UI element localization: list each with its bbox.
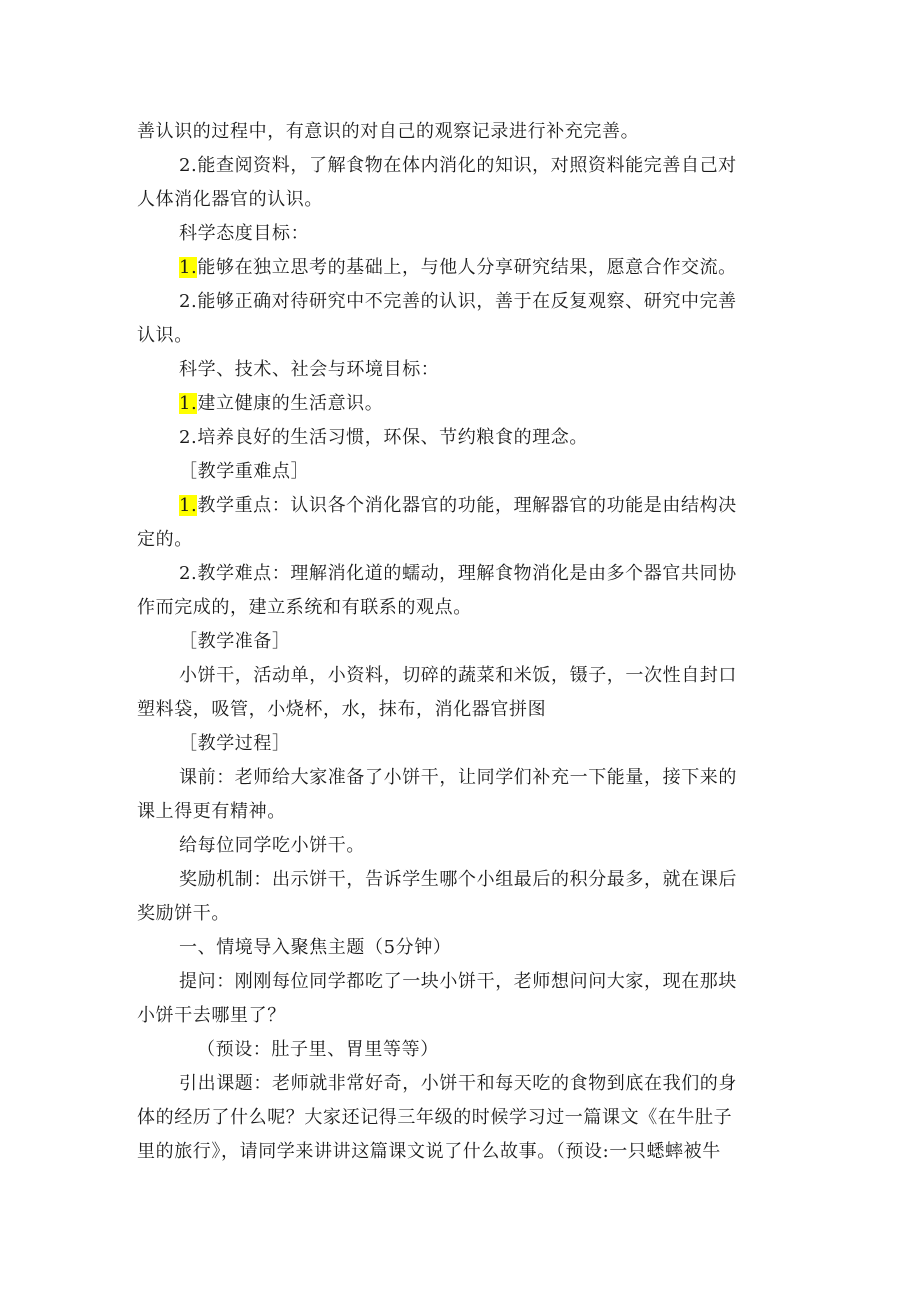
line-text: 2.教学难点：理解消化道的蠕动，理解食物消化是由多个器官共同协 xyxy=(179,563,737,584)
line-text: 小饼干，活动单，小资料，切碎的蔬菜和米饭，镊子，一次性自封口 xyxy=(179,665,737,686)
text-line xyxy=(137,1101,787,1135)
highlighted-number: 1. xyxy=(179,257,198,278)
line-text: 科学、技术、社会与环境目标： xyxy=(179,359,440,380)
section-heading xyxy=(137,217,787,251)
line-text: 引出课题：老师就非常好奇，小饼干和每天吃的食物到底在我们的身 xyxy=(179,1073,737,1094)
text-line xyxy=(137,1067,787,1101)
text-line xyxy=(137,183,787,217)
text-line xyxy=(137,897,787,931)
text-line xyxy=(137,829,787,863)
text-line xyxy=(137,523,787,557)
line-text: 善认识的过程中，有意识的对自己的观察记录进行补充完善。 xyxy=(137,121,640,142)
highlighted-number: 1. xyxy=(179,495,198,516)
line-text: ［教学重难点］ xyxy=(179,461,310,482)
line-text: 2.能查阅资料，了解食物在体内消化的知识，对照资料能完善自己对 xyxy=(179,155,737,176)
text-line xyxy=(137,421,787,455)
text-line xyxy=(137,319,787,353)
line-text: 塑料袋，吸管，小烧杯，水，抹布，消化器官拼图 xyxy=(137,699,547,720)
line-text: 奖励机制：出示饼干，告诉学生哪个小组最后的积分最多，就在课后 xyxy=(179,869,737,890)
line-text: 小饼干去哪里了？ xyxy=(137,1005,286,1026)
text-line xyxy=(137,659,787,693)
line-text: 认识。 xyxy=(137,325,193,346)
section-heading xyxy=(137,455,787,489)
section-heading xyxy=(137,625,787,659)
text-line xyxy=(137,115,787,149)
line-text: ［教学过程］ xyxy=(179,733,291,754)
section-heading xyxy=(137,931,787,965)
line-text: 作而完成的，建立系统和有联系的观点。 xyxy=(137,597,472,618)
text-line xyxy=(137,693,787,727)
line-text: 2.能够正确对待研究中不完善的认识，善于在反复观察、研究中完善 xyxy=(179,291,737,312)
text-line xyxy=(137,965,787,999)
highlighted-number: 1. xyxy=(179,393,198,414)
line-text: 课前：老师给大家准备了小饼干，让同学们补充一下能量，接下来的 xyxy=(179,767,737,788)
line-text: 一、情境导入聚焦主题（5分钟） xyxy=(179,937,452,958)
text-line xyxy=(137,1135,787,1169)
section-heading xyxy=(137,353,787,387)
text-line xyxy=(137,863,787,897)
text-line xyxy=(137,149,787,183)
line-text: 提问：刚刚每位同学都吃了一块小饼干，老师想问问大家，现在那块 xyxy=(179,971,737,992)
line-text: 奖励饼干。 xyxy=(137,903,230,924)
line-text: 能够在独立思考的基础上，与他人分享研究结果，愿意合作交流。 xyxy=(197,257,737,278)
line-text: 体的经历了什么呢？大家还记得三年级的时候学习过一篇课文《在牛肚子 xyxy=(137,1107,733,1128)
section-heading xyxy=(137,727,787,761)
line-text: （预设：肚子里、胃里等等） xyxy=(197,1039,439,1060)
text-line xyxy=(137,999,787,1033)
line-text: 人体消化器官的认识。 xyxy=(137,189,323,210)
document-body xyxy=(137,115,787,1169)
line-text: 建立健康的生活意识。 xyxy=(197,393,384,414)
text-line xyxy=(137,557,787,591)
line-text: 给每位同学吃小饼干。 xyxy=(179,835,365,856)
line-text: 里的旅行》，请同学来讲讲这篇课文说了什么故事。（预设:一只蟋蟀被牛 xyxy=(137,1141,721,1162)
line-text: 科学态度目标： xyxy=(179,223,310,244)
line-text: 2.培养良好的生活习惯，环保、节约粮食的理念。 xyxy=(179,427,588,448)
line-text: 教学重点：认识各个消化器官的功能，理解器官的功能是由结构决 xyxy=(197,495,737,516)
text-line xyxy=(137,591,787,625)
text-line xyxy=(137,489,787,523)
line-text: 定的。 xyxy=(137,529,193,550)
text-line xyxy=(137,285,787,319)
text-line xyxy=(137,1033,787,1067)
line-text: 课上得更有精神。 xyxy=(137,801,286,822)
line-text: ［教学准备］ xyxy=(179,631,291,652)
text-line xyxy=(137,387,787,421)
text-line xyxy=(137,761,787,795)
text-line xyxy=(137,795,787,829)
text-line xyxy=(137,251,787,285)
